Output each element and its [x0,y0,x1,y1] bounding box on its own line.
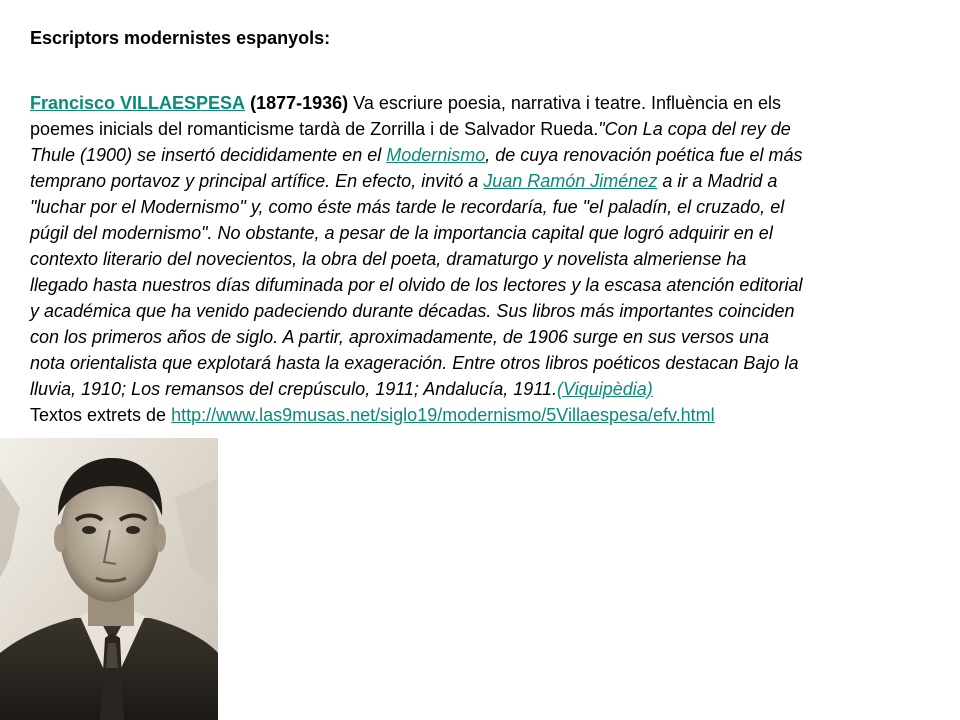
quote-span: "Con La copa del rey de [598,119,791,139]
quote-span: "luchar por el Modernismo" y, como éste más tarde le recordaría, fue "el paladín, el cruzado, el [30,197,785,217]
text-line-2 [30,116,950,142]
viquipedia-link[interactable]: (Viquipèdia) [557,379,653,399]
quote-span: con los primeros años de siglo. A partir, aproximadamente, de 1906 surge en sus versos una [30,327,770,347]
text-span: Va escriure poesia, narrativa i teatre. Influència en els [348,93,782,113]
text-span: poemes inicials del romanticisme tardà de Zorrilla i de Salvador Rueda. [30,119,599,139]
biography-paragraph [30,90,950,428]
quote-span: temprano portavoz y principal artífice. En efecto, invitó a [30,171,484,191]
juan-ramon-jimenez-link[interactable]: Juan Ramón Jiménez [483,171,658,191]
source-url-link[interactable]: http://www.las9musas.net/siglo19/modernismo/5Villaespesa/efv.html [171,405,715,425]
text-line-8 [30,272,950,298]
text-line-1 [30,90,950,116]
text-line-11 [30,350,950,376]
text-line-7 [30,246,950,272]
quote-span: contexto literario del novecientos, la obra del poeta, dramaturgo y novelista almeriense ha [30,249,747,269]
quote-span: lluvia, 1910; Los remansos del crepúsculo, 1911; Andalucía, 1911. [30,379,558,399]
quote-span: Thule (1900) se insertó decididamente en el [30,145,387,165]
text-line-6 [30,220,950,246]
quote-span: púgil del modernismo". No obstante, a pesar de la importancia capital que logró adquirir en el [30,223,773,243]
quote-span: nota orientalista que explotará hasta la exageración. Entre otros libros poéticos destacan Bajo la [30,353,799,373]
author-dates: (1877-1936) [250,93,349,113]
modernismo-link[interactable]: Modernismo [386,145,486,165]
quote-span: y académica que ha venido padeciendo durante décadas. Sus libros más importantes coinciden [30,301,795,321]
page-title: Escriptors modernistes espanyols: [30,28,331,48]
quote-span: llegado hasta nuestros días difuminada por el olvido de los lectores y la escasa atención editorial [30,275,803,295]
text-line-3 [30,142,950,168]
text-line-12 [30,376,950,402]
quote-span: a ir a Madrid a [657,171,778,191]
text-line-9 [30,298,950,324]
text-line-10 [30,324,950,350]
author-link[interactable]: Francisco VILLAESPESA [30,93,246,113]
text-line-4 [30,168,950,194]
source-label: Textos extrets de [30,405,172,425]
quote-span: , de cuya renovación poética fue el más [485,145,803,165]
source-line [30,402,950,428]
author-portrait-photo [0,438,218,720]
text-line-5 [30,194,950,220]
